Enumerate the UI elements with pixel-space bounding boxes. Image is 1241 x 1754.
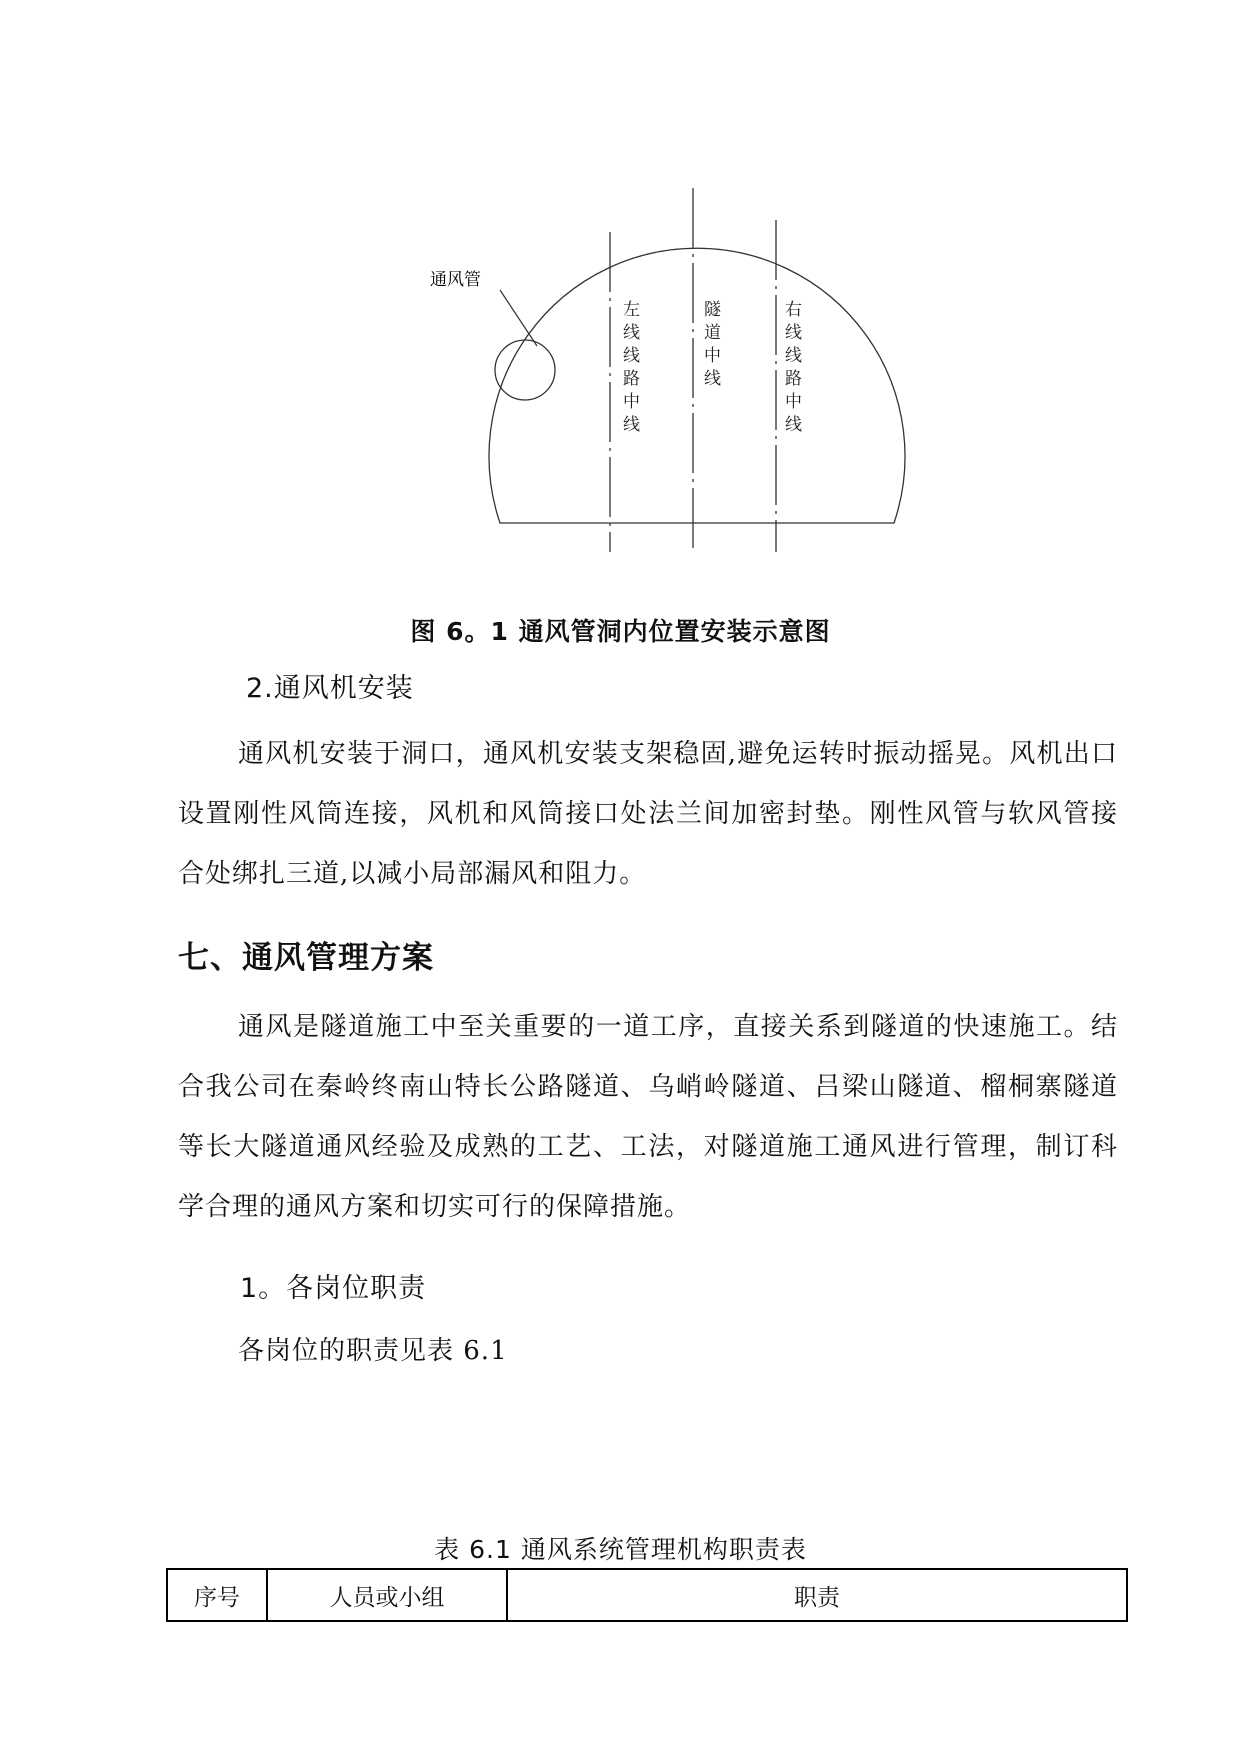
duct-leader-line: [500, 290, 537, 346]
paragraph-duties-ref: 各岗位的职责见表 6.1: [238, 1336, 508, 1366]
tunnel-outline: [489, 248, 905, 523]
duct-label: 通风管: [430, 270, 481, 290]
header-personnel: 人员或小组: [267, 1569, 507, 1621]
table-caption: 表 6.1 通风系统管理机构职责表: [434, 1535, 807, 1564]
section-heading-ventilation-management: 七、通风管理方案: [178, 940, 434, 976]
right-line-label: 右线线路中线: [781, 300, 801, 438]
header-number: 序号: [167, 1569, 267, 1621]
duties-table: [166, 1568, 1128, 1622]
table-header-row: [167, 1569, 1127, 1621]
paragraph-ventilation-management: 通风是隧道施工中至关重要的一道工序，直接关系到隧道的快速施工。结合我公司在秦岭终南山特长公路隧道、乌峭岭隧道、吕梁山隧道、榴桐寨隧道等长大隧道通风经验及成熟的工艺、工法，对隧道施工通风进行管理，制订科学合理的通风方案和切实可行的保障措施。: [178, 1012, 1118, 1222]
sub-heading-duties: 1。各岗位职责: [240, 1273, 427, 1304]
figure-caption: 图 6。1 通风管洞内位置安装示意图: [410, 617, 831, 646]
vent-duct-circle: [495, 340, 555, 400]
center-line-label: 隧道中线: [700, 300, 720, 392]
tunnel-cross-section-diagram: [0, 0, 1241, 600]
paragraph-fan-install: 通风机安装于洞口，通风机安装支架稳固,避免运转时振动摇晃。风机出口设置刚性风筒连接，风机和风筒接口处法兰间加密封垫。刚性风管与软风管接合处绑扎三道,以减小局部漏风和阻力。: [178, 739, 1118, 889]
left-line-label: 左线线路中线: [619, 300, 639, 438]
sub-heading-fan-install: 2.通风机安装: [246, 673, 414, 704]
header-duty: 职责: [507, 1569, 1127, 1621]
